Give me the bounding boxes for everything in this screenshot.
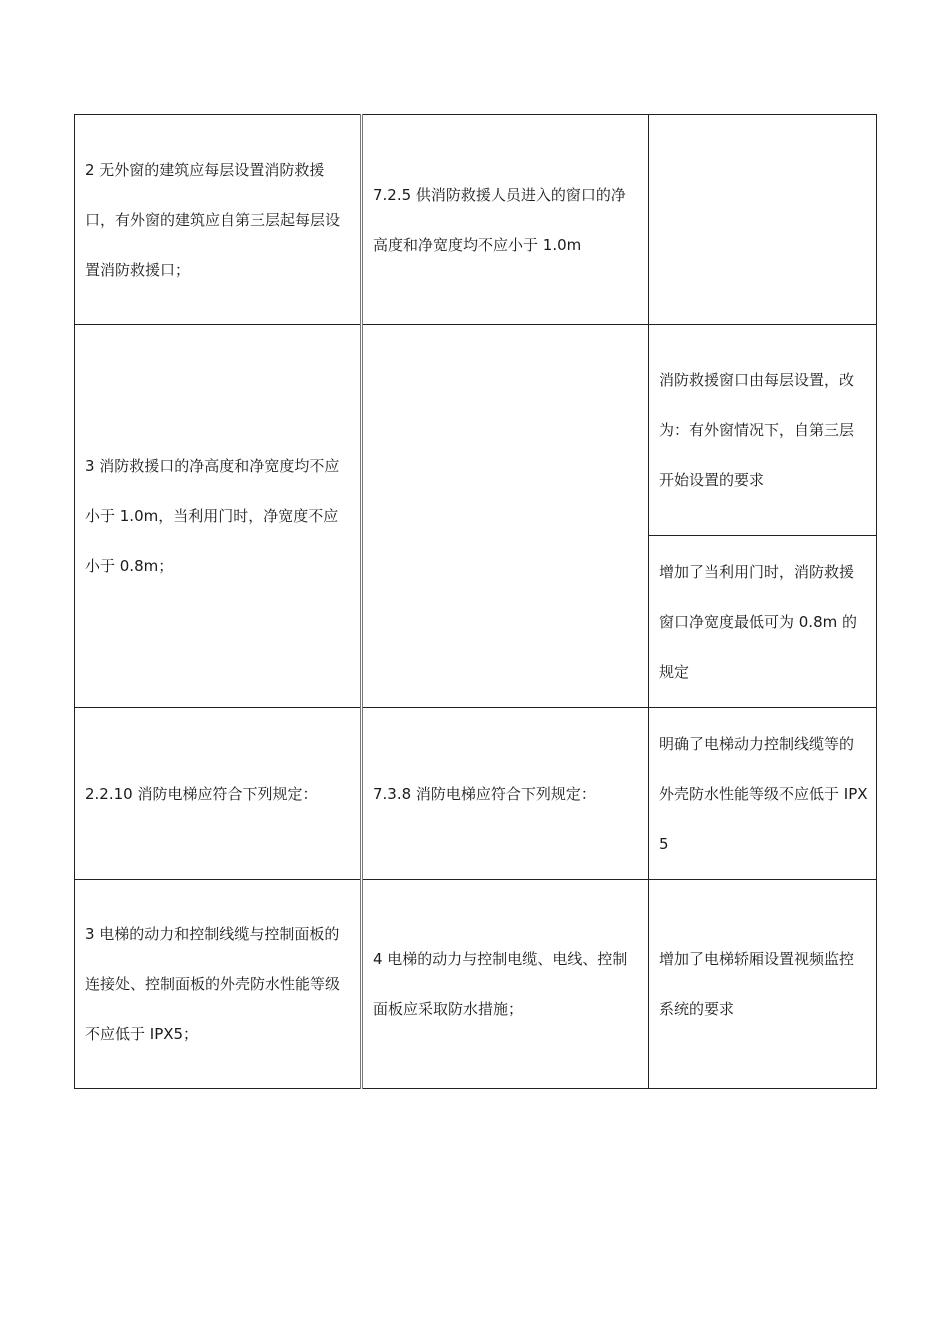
table-cell bbox=[649, 115, 877, 325]
table-cell: 增加了当利用门时，消防救援窗口净宽度最低可为 0.8m 的规定 bbox=[649, 536, 877, 708]
table-cell: 2.2.10 消防电梯应符合下列规定： bbox=[75, 708, 362, 880]
table-cell: 2 无外窗的建筑应每层设置消防救援口，有外窗的建筑应自第三层起每层设置消防救援口； bbox=[75, 115, 362, 325]
table-cell: 3 消防救援口的净高度和净宽度均不应小于 1.0m，当利用门时，净宽度不应小于 0.8m； bbox=[75, 325, 362, 708]
comparison-table bbox=[74, 114, 877, 1089]
table-cell: 7.2.5 供消防救援人员进入的窗口的净高度和净宽度均不应小于 1.0m bbox=[362, 115, 649, 325]
table-cell: 明确了电梯动力控制线缆等的外壳防水性能等级不应低于 IPX5 bbox=[649, 708, 877, 880]
table-cell: 消防救援窗口由每层设置，改为：有外窗情况下，自第三层开始设置的要求 bbox=[649, 325, 877, 536]
table-row bbox=[75, 115, 877, 325]
table-cell bbox=[362, 325, 649, 708]
table-cell: 增加了电梯轿厢设置视频监控系统的要求 bbox=[649, 880, 877, 1089]
table-row bbox=[75, 708, 877, 880]
table-row bbox=[75, 880, 877, 1089]
table-cell: 3 电梯的动力和控制线缆与控制面板的连接处、控制面板的外壳防水性能等级不应低于 IPX5； bbox=[75, 880, 362, 1089]
table-cell: 7.3.8 消防电梯应符合下列规定： bbox=[362, 708, 649, 880]
table-row bbox=[75, 325, 877, 536]
table-cell: 4 电梯的动力与控制电缆、电线、控制面板应采取防水措施； bbox=[362, 880, 649, 1089]
